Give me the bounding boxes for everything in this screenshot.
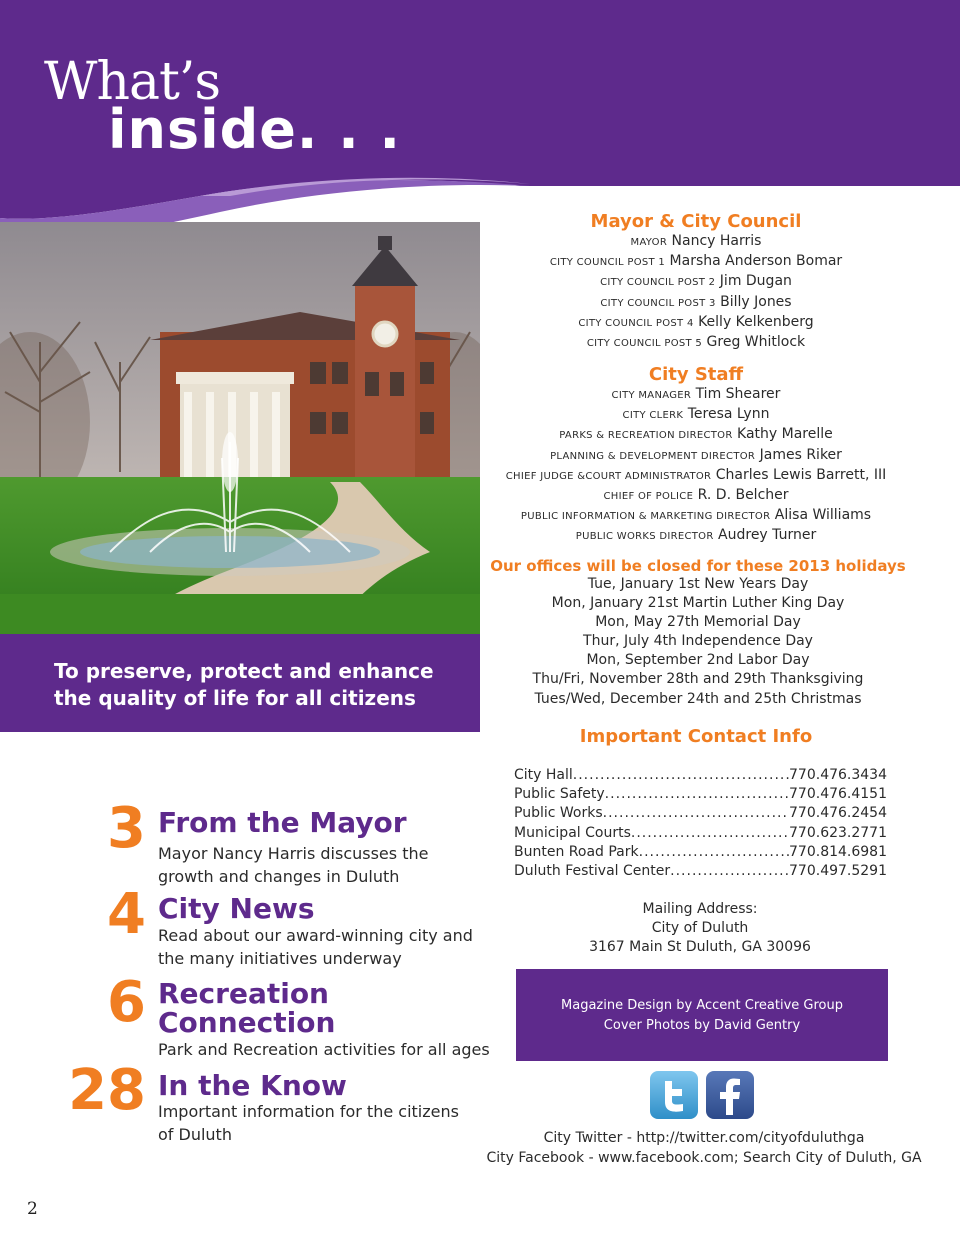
dot-leader [670, 862, 789, 881]
contact-row [514, 785, 887, 804]
staff-title: City Staff [648, 364, 744, 385]
holiday-list [490, 575, 906, 709]
staff-row [486, 272, 906, 292]
role-label: PUBLIC WORKS DIRECTOR [575, 531, 714, 543]
person-name: Kathy Marelle [737, 426, 833, 443]
toc-title: From the Mayor [158, 806, 407, 839]
person-name: James Riker [759, 446, 842, 463]
contact-phone: 770.476.2454 [789, 805, 887, 822]
dot-leader [603, 804, 789, 823]
holiday-item: Mon, September 2nd Labor Day [586, 652, 810, 669]
contact-label: Public Safety [514, 786, 605, 803]
role-label: CHIEF OF POLICE [603, 491, 694, 503]
toc-desc-line1: Park and Recreation activities for all ages [158, 1040, 490, 1059]
toc-item-city-news[interactable] [0, 882, 480, 972]
role-label: CITY CLERK [622, 410, 684, 422]
city-hall-photo [0, 222, 480, 634]
staff-row [486, 405, 906, 425]
toc-desc-line2: growth and changes in Duluth [158, 867, 400, 886]
role-label: CITY MANAGER [611, 390, 692, 401]
person-name: Greg Whitlock [706, 334, 806, 351]
toc-title: City News [158, 892, 315, 925]
toc-item-recreation-connection[interactable] [0, 970, 490, 1064]
person-name: Audrey Turner [718, 527, 817, 544]
staff-row [486, 425, 906, 445]
header-title-line2: inside. . . [108, 98, 402, 161]
staff-row [486, 252, 906, 272]
staff-row [486, 293, 906, 313]
toc-item-in-the-know[interactable] [0, 1058, 480, 1148]
toc-page-number: 6 [107, 970, 146, 1035]
holiday-item: Mon, January 21st Martin Luther King Day [551, 595, 845, 612]
contact-row [514, 766, 887, 785]
holiday-item: Tue, January 1st New Years Day [587, 576, 809, 592]
role-label: CITY COUNCIL POST 2 [600, 277, 716, 289]
social-links [480, 1129, 928, 1168]
person-name: Kelly Kelkenberg [698, 313, 814, 330]
role-label: PLANNING & DEVELOPMENT DIRECTOR [550, 450, 756, 462]
role-label: CITY COUNCIL POST 5 [586, 338, 703, 350]
mailing-address [560, 900, 840, 958]
staff-row [486, 232, 906, 252]
staff-row [486, 526, 906, 546]
dot-leader [631, 824, 789, 843]
dot-leader [573, 766, 789, 785]
council-list [486, 232, 906, 353]
toc-page-number: 28 [68, 1058, 146, 1123]
credits-line1: Magazine Design by Accent Creative Group [561, 998, 843, 1013]
staff-row [486, 446, 906, 466]
toc-desc-line2: of Duluth [158, 1125, 232, 1144]
contacts-list [514, 766, 887, 881]
contacts-section-header [486, 726, 906, 747]
toc-page-number: 4 [107, 882, 146, 947]
contact-label: Municipal Courts [514, 824, 631, 841]
staff-section [486, 364, 906, 547]
page-number: 2 [27, 1199, 38, 1219]
contact-label: Duluth Festival Center [514, 863, 671, 880]
person-name: Alisa Williams [774, 507, 872, 524]
twitter-icon[interactable] [650, 1071, 698, 1119]
toc-desc-line1: Important information for the citizens [158, 1102, 459, 1121]
role-label: CITY COUNCIL POST 1 [549, 257, 666, 269]
role-label: CHIEF JUDGE &COURT ADMINISTRATOR [505, 470, 712, 482]
tagline-banner [0, 634, 480, 732]
staff-row [486, 486, 906, 506]
facebook-link[interactable]: City Facebook - www.facebook.com; Search City of Duluth, GA [486, 1149, 922, 1166]
person-name: Tim Shearer [695, 386, 781, 402]
toc-title-line2: Connection [158, 1006, 336, 1039]
person-name: Billy Jones [720, 293, 792, 310]
facebook-icon[interactable] [706, 1071, 754, 1119]
staff-row [486, 385, 906, 405]
contact-row [514, 824, 887, 843]
holidays-section [490, 557, 906, 709]
mailing-line2: 3167 Main St Duluth, GA 30096 [589, 939, 811, 956]
role-label: CITY COUNCIL POST 4 [578, 317, 694, 329]
contact-label: Public Works [514, 805, 603, 822]
person-name: R. D. Belcher [697, 487, 789, 504]
toc-title-line1: Recreation [158, 977, 329, 1010]
staff-row [486, 466, 906, 486]
council-section [486, 211, 906, 353]
credits-line2: Cover Photos by David Gentry [603, 1017, 801, 1033]
contact-phone: 770.623.2771 [789, 824, 887, 841]
contact-phone: 770.476.3434 [789, 767, 887, 783]
header-title-line1: What’s [44, 52, 221, 112]
holiday-item: Thu/Fri, November 28th and 29th Thanksgiving [532, 671, 864, 688]
holiday-item: Thur, July 4th Independence Day [583, 633, 813, 650]
toc-desc-line1: Mayor Nancy Harris discusses the [158, 844, 429, 863]
dot-leader [639, 843, 789, 862]
toc-desc-line2: the many initiatives underway [158, 949, 402, 968]
contact-row [514, 804, 887, 823]
dot-leader [605, 785, 789, 804]
credits-box [516, 969, 888, 1061]
toc-desc-line1: Read about our award-winning city and [158, 926, 473, 945]
person-name: Teresa Lynn [687, 406, 770, 423]
person-name: Nancy Harris [671, 233, 762, 249]
staff-row [486, 333, 906, 353]
council-title: Mayor & City Council [590, 211, 802, 232]
toc-page-number: 3 [107, 796, 146, 861]
tagline-line1: To preserve, protect and enhance [54, 659, 434, 683]
person-name: Charles Lewis Barrett, III [715, 466, 887, 483]
person-name: Jim Dugan [719, 273, 792, 290]
contact-phone: 770.497.5291 [789, 863, 887, 880]
role-label: PUBLIC INFORMATION & MARKETING DIRECTOR [520, 511, 771, 523]
contact-row [514, 843, 887, 862]
toc-title: In the Know [158, 1069, 347, 1102]
contact-phone: 770.814.6981 [789, 843, 887, 860]
role-label: PARKS & RECREATION DIRECTOR [559, 430, 733, 442]
holidays-title: Our offices will be closed for these 2013 holidays [490, 557, 906, 575]
role-label: CITY COUNCIL POST 3 [600, 297, 716, 309]
staff-list [486, 385, 906, 547]
contact-phone: 770.476.4151 [789, 786, 887, 803]
contact-label: City Hall [514, 767, 573, 783]
twitter-link[interactable]: City Twitter - http://twitter.com/cityofduluthga [543, 1130, 865, 1146]
toc-item-from-the-mayor[interactable] [0, 796, 480, 886]
person-name: Marsha Anderson Bomar [669, 253, 843, 270]
holiday-item: Tues/Wed, December 24th and 25th Christmas [534, 690, 862, 707]
holiday-item: Mon, May 27th Memorial Day [595, 614, 801, 631]
contacts-title: Important Contact Info [579, 726, 813, 747]
staff-row [486, 506, 906, 526]
tagline-line2: the quality of life for all citizens [54, 686, 416, 710]
contact-row [514, 862, 887, 881]
mailing-label: Mailing Address: [642, 901, 758, 917]
social-icons [650, 1071, 754, 1121]
contact-label: Bunten Road Park [514, 843, 639, 860]
mailing-line1: City of Duluth [651, 920, 749, 937]
role-label: MAYOR [630, 237, 668, 248]
staff-row [486, 313, 906, 333]
